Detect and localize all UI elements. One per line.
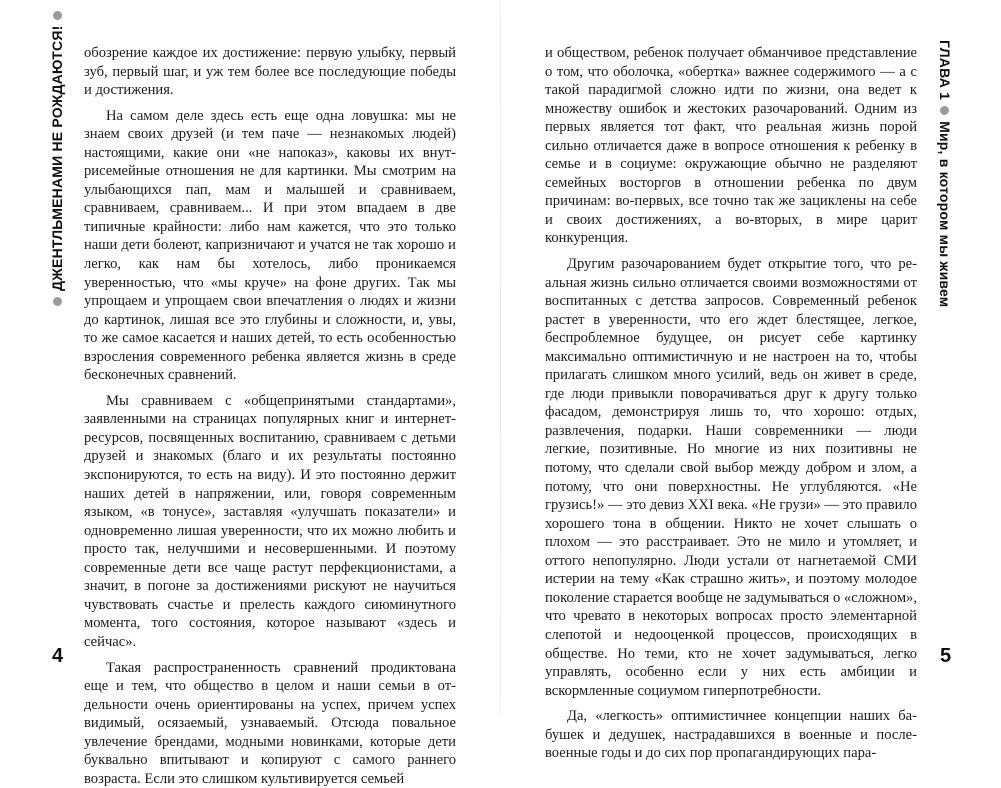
paragraph: Да, «легкость» оптимистичнее концепции наших бабушек и дедушек, настрадавшихся в военные и послевоенные годы и до сих пор пропагандирующих пара- <box>545 707 917 763</box>
bullet-icon <box>940 106 949 115</box>
paragraph: Другим разочарованием будет открытие того, что реальная жизнь сильно отличается своими возможностями от воспитанных с детства запросов. Современный ребенок растет в уверенности, что его ждет блестящее, легкое, беспроблемное будущее, он рисует себе картинку максимально оптимистичную и не настроен на то, чтобы прилагать слишком много усилий, ведь он живет в среде, где люди привыкли поворачиваться друг к другу только фасадом, демонстрируя лишь то, что хорошо: отдых, развлечения, подарки. Наши современники — люди легкие, позитивные. Но многие из них позитивны не потому, что сделали свой выбор между добром и злом, а потому, что они поверхностны. Не углубляются. «Не грузись!» — это девиз XXI века. «Не грузи» — это правило хорошего тона в общении. Никто не хочет слышать о плохом — это расстраивает. Это не мило и утомляет, и оттого непопулярно. Люди устали от нагнетаемой СМИ истерии на тему «Как страшно жить», и поэтому молодое поколение старается вообще не задумываться о «сложном», что чревато в некоторых вопросах просто элементарной слепотой и недооценкой процессов, происходящих в обществе. Но теми, кто не хочет задумываться, легко управлять, особенно если у них есть амбиции и вскормленные социумом гиперпотребности. <box>545 255 917 700</box>
book-title: ДЖЕНТЛЬМЕНАМИ НЕ РОЖДАЮТСЯ! <box>49 26 65 291</box>
page-number-right: 5 <box>940 645 951 668</box>
paragraph: обозрение каждое их достижение: первую улыбку, первый зуб, первый шаг, и уж тем более все последующие победы и достижения. <box>84 44 456 100</box>
page-number-left: 4 <box>52 645 63 668</box>
left-page <box>0 0 500 716</box>
chapter-label: ГЛАВА 1 <box>937 40 953 100</box>
right-text-column <box>545 44 917 763</box>
left-text-column <box>84 44 456 788</box>
right-running-head <box>937 40 953 307</box>
left-running-head <box>49 5 65 312</box>
paragraph: Такая распространенность сравнений продиктована еще и тем, что общество в целом и наши семьи в отдельности очень ориентированы на успех, причем успех видимый, осязаемый, узнаваемый. Отсюда повальное увлечение брендами, модными новинками, которые дети буквально впитывают и копируют с самого раннего возраста. Если это слишком культивируется семьей <box>84 659 456 788</box>
right-page <box>501 0 1001 716</box>
bullet-icon <box>53 297 62 306</box>
chapter-title: Мир, в котором мы живем <box>937 121 953 307</box>
paragraph: и обществом, ребенок получает обманчивое представление о том, что оболочка, «обертка» важнее содержимого — а с такой парадигмой сложно идти по жизни, она ведет к множеству ошибок и жестоких разочарований. Одним из первых является тот факт, что реальная жизнь порой сильно отличается даже в вопросе отношения к ребенку в семье и в социуме: окружающие обычно не разделяют семейных восторгов в отношении ребенка по двум причинам: во-первых, все точно так же зациклены на себе и своих достижениях, а во-вторых, в мире царит конкуренция. <box>545 44 917 248</box>
bullet-icon <box>53 11 62 20</box>
paragraph: Мы сравниваем с «общепринятыми стандартами», заявленными на страницах популярных книг и интернет-ресурсов, посвященных воспитанию, сравниваем с детьми друзей и знакомых (благо и их результаты постоянно экспонируются, то есть на виду). И это постоянно держит наших детей в напряжении, или, говоря современным языком, «в тонусе», заставляя «улучшать показатели» и одновременно лишая уверенности, что их можно любить и просто так, нелучшими и несовершенными. И поэтому современные дети все чаще растут перфекционистами, а значит, в погоне за достижениями рискуют не научиться чувствовать счастье и прелесть каждого сиюминутного момента, того состояния, которое называют «здесь и сейчас». <box>84 392 456 652</box>
paragraph: На самом деле здесь есть еще одна ловушка: мы не знаем своих друзей (и тем паче — незнакомых людей) настоящими, какие они «не напоказ», каковы их внутрисемейные отношения не для картинки. Мы смотрим на улыбающихся пап, мам и малышей и сравниваем, сравниваем, сравниваем... И при этом впадаем в две типичные крайности: либо нам кажется, что это только наши дети болеют, капризничают и учатся не так хорошо и легко, как нам бы хотелось, либо проникаемся уверенностью, что «мы круче» на фоне других. Так мы упрощаем и упрощаем свои впечатления о людях и жизни до картинок, лишая все это глубины и сложности, и, увы, то же самое касается и наших детей, то есть особенностью взросления современного ребенка является жизнь в среде бесконечных сравнений. <box>84 107 456 385</box>
